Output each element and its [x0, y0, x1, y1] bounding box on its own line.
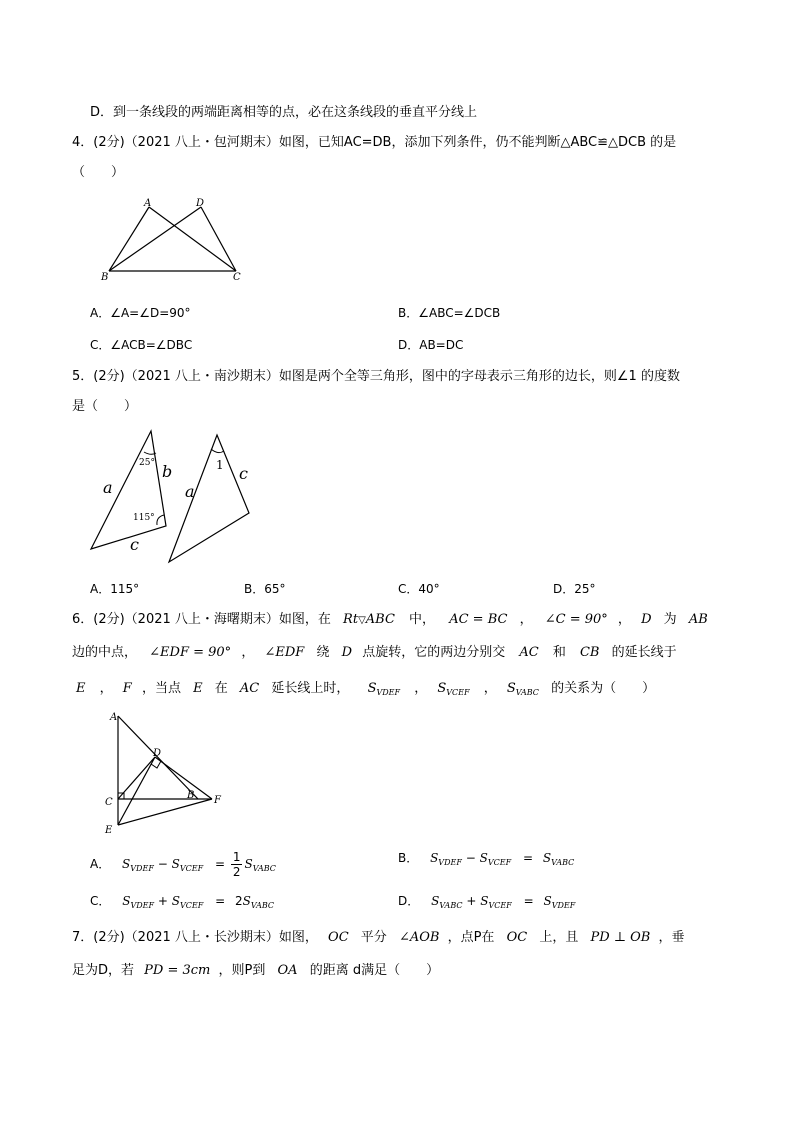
q6-stem-line2 [72, 644, 677, 662]
q4-fig-label-d: D [196, 198, 205, 209]
q4-option-d[interactable]: D．AB=DC [398, 338, 464, 352]
q6-line3-f: F [122, 681, 132, 696]
q5-option-b[interactable]: B．65° [244, 582, 286, 596]
q5-fig-a1: a [103, 478, 113, 497]
q6-option-c[interactable]: C． $S_{VDEF} + S_{VCEF} = 2S_{VABC}$ [90, 894, 275, 910]
q6-fig-d: D [153, 748, 162, 759]
q6-edf: ∠EDF [264, 645, 305, 660]
q6-line3-e2: E [193, 681, 203, 696]
q6-fig-b: B [187, 790, 195, 801]
q6-eq2: ∠C = 90° [544, 612, 608, 627]
q6-line3-zai: 在 [214, 681, 228, 696]
q6-option-b[interactable]: B． $S_{VDEF} - S_{VCEF} = S_{VABC}$ [398, 851, 575, 867]
q5-option-c[interactable]: C．40° [398, 582, 440, 596]
q4-stem-line1: 4．(2分)（2021 八上・包河期末）如图，已知AC=DB，添加下列条件，仍不能判断△ABC≌△DCB 的是 [72, 135, 677, 150]
q4-option-b[interactable]: B．∠ABC=∠DCB [398, 306, 501, 320]
q6-s-abc: $S_{VABC}$ [506, 681, 539, 697]
q6-line3-ext: 延长线上时， [271, 681, 350, 696]
q5-fig-115: 115° [133, 513, 155, 523]
q6-fig-c: C [105, 797, 113, 808]
q6-comma2: ， [617, 612, 631, 627]
q5-fig-c2: c [239, 464, 248, 483]
q6-rt: Rt [343, 612, 359, 627]
q6-eq1: AC = BC [449, 612, 508, 627]
q6-fig-e: E [105, 825, 113, 833]
q4-option-c[interactable]: C．∠ACB=∠DBC [90, 338, 193, 352]
q6-line3-ac: AC [239, 681, 260, 696]
q5-stem-line2: 是（ ） [72, 399, 138, 414]
q5-fig-c1: c [130, 535, 139, 554]
q6-zhong: 中， [409, 612, 436, 627]
q5-option-d[interactable]: D．25° [553, 582, 596, 596]
q6-fig-a: A [110, 712, 118, 723]
q6-ab: AB [688, 612, 708, 627]
q3-option-d: D．到一条线段的两端距离相等的点，必在这条线段的垂直平分线上 [90, 105, 478, 120]
q6-s-cef: $S_{VCEF}$ [437, 681, 470, 697]
q4-fig-label-c: C [233, 272, 241, 283]
q6-line3-when: ，当点 [141, 681, 181, 696]
q6-figure [100, 708, 230, 833]
q6-line2-cb: CB [579, 645, 600, 660]
q5-fig-25: 25° [139, 458, 155, 468]
q6-line2-b: 点旋转，它的两边分别交 [362, 645, 506, 660]
q6-option-d[interactable]: D． $S_{VABC} + S_{VCEF} = S_{VDEF}$ [398, 894, 576, 910]
q6-line2-ac: AC [519, 645, 539, 660]
q4-option-a[interactable]: A．∠A=∠D=90° [90, 306, 191, 320]
q6-line2-d: D [341, 645, 353, 660]
q5-fig-one: 1 [216, 458, 224, 472]
q6-fraction-half: $\frac{1}{2}$ [232, 850, 241, 879]
q4-figure [95, 195, 255, 285]
q5-option-a[interactable]: A．115° [90, 582, 140, 596]
q5-stem-line1: 5．(2分)（2021 八上・南沙期末）如图是两个全等三角形，图中的字母表示三角形的边长，则∠1 的度数 [72, 369, 680, 384]
q6-abc: ABC [365, 612, 395, 627]
q4-fig-label-a: A [144, 198, 152, 209]
q6-comma1: ， [519, 612, 533, 627]
q6-stem-line1 [72, 611, 708, 630]
q5-fig-b1: b [162, 462, 173, 481]
q6-line2-a: 边的中点， [72, 645, 138, 660]
q6-s-def: $S_{VDEF}$ [367, 681, 401, 697]
q4-fig-label-b: B [101, 272, 109, 283]
q6-line2-end: 的延长线于 [611, 645, 677, 660]
q7-stem-line1: 7．(2分)（2021 八上・长沙期末）如图， OC 平分 ∠AOB ，点P在 OC 上，且 PD ⊥ OB ，垂 [72, 930, 685, 945]
q4-stem-paren: （ ） [72, 165, 125, 180]
q6-edf-eq: ∠EDF = 90° [149, 645, 232, 660]
q6-fig-f: F [214, 795, 221, 806]
q6-wei: 为 [663, 612, 677, 627]
q6-line3-e: E [76, 681, 86, 696]
q6-line3-rel: 的关系为（ ） [551, 681, 656, 696]
q7-stem-line2: 足为D，若 PD = 3cm ，则P到 OA 的距离 d满足（ ） [72, 963, 440, 978]
q6-line2-he: 和 [552, 645, 566, 660]
q6-triangle-icon: ▽ [358, 615, 366, 626]
q5-fig-a2: a [185, 482, 195, 501]
q6-line2-comma: ， [241, 645, 255, 660]
q6-stem-line3: E ， F ，当点 E 在 AC 延长线上时， $S_{VDEF}$ ， $S_{VCEF}$ ， $S_{VABC}$ 的关系为（ ） [76, 681, 656, 697]
q6-rao: 绕 [316, 645, 330, 660]
q6-d: D [641, 612, 652, 627]
q5-figure [85, 425, 265, 565]
q6-option-a[interactable]: A． $S_{VDEF} - S_{VCEF}$ = $\frac{1}{2}$ $S_{VABC}$ [90, 850, 276, 879]
q6-intro: 6．(2分)（2021 八上・海曙期末）如图，在 [72, 612, 331, 627]
